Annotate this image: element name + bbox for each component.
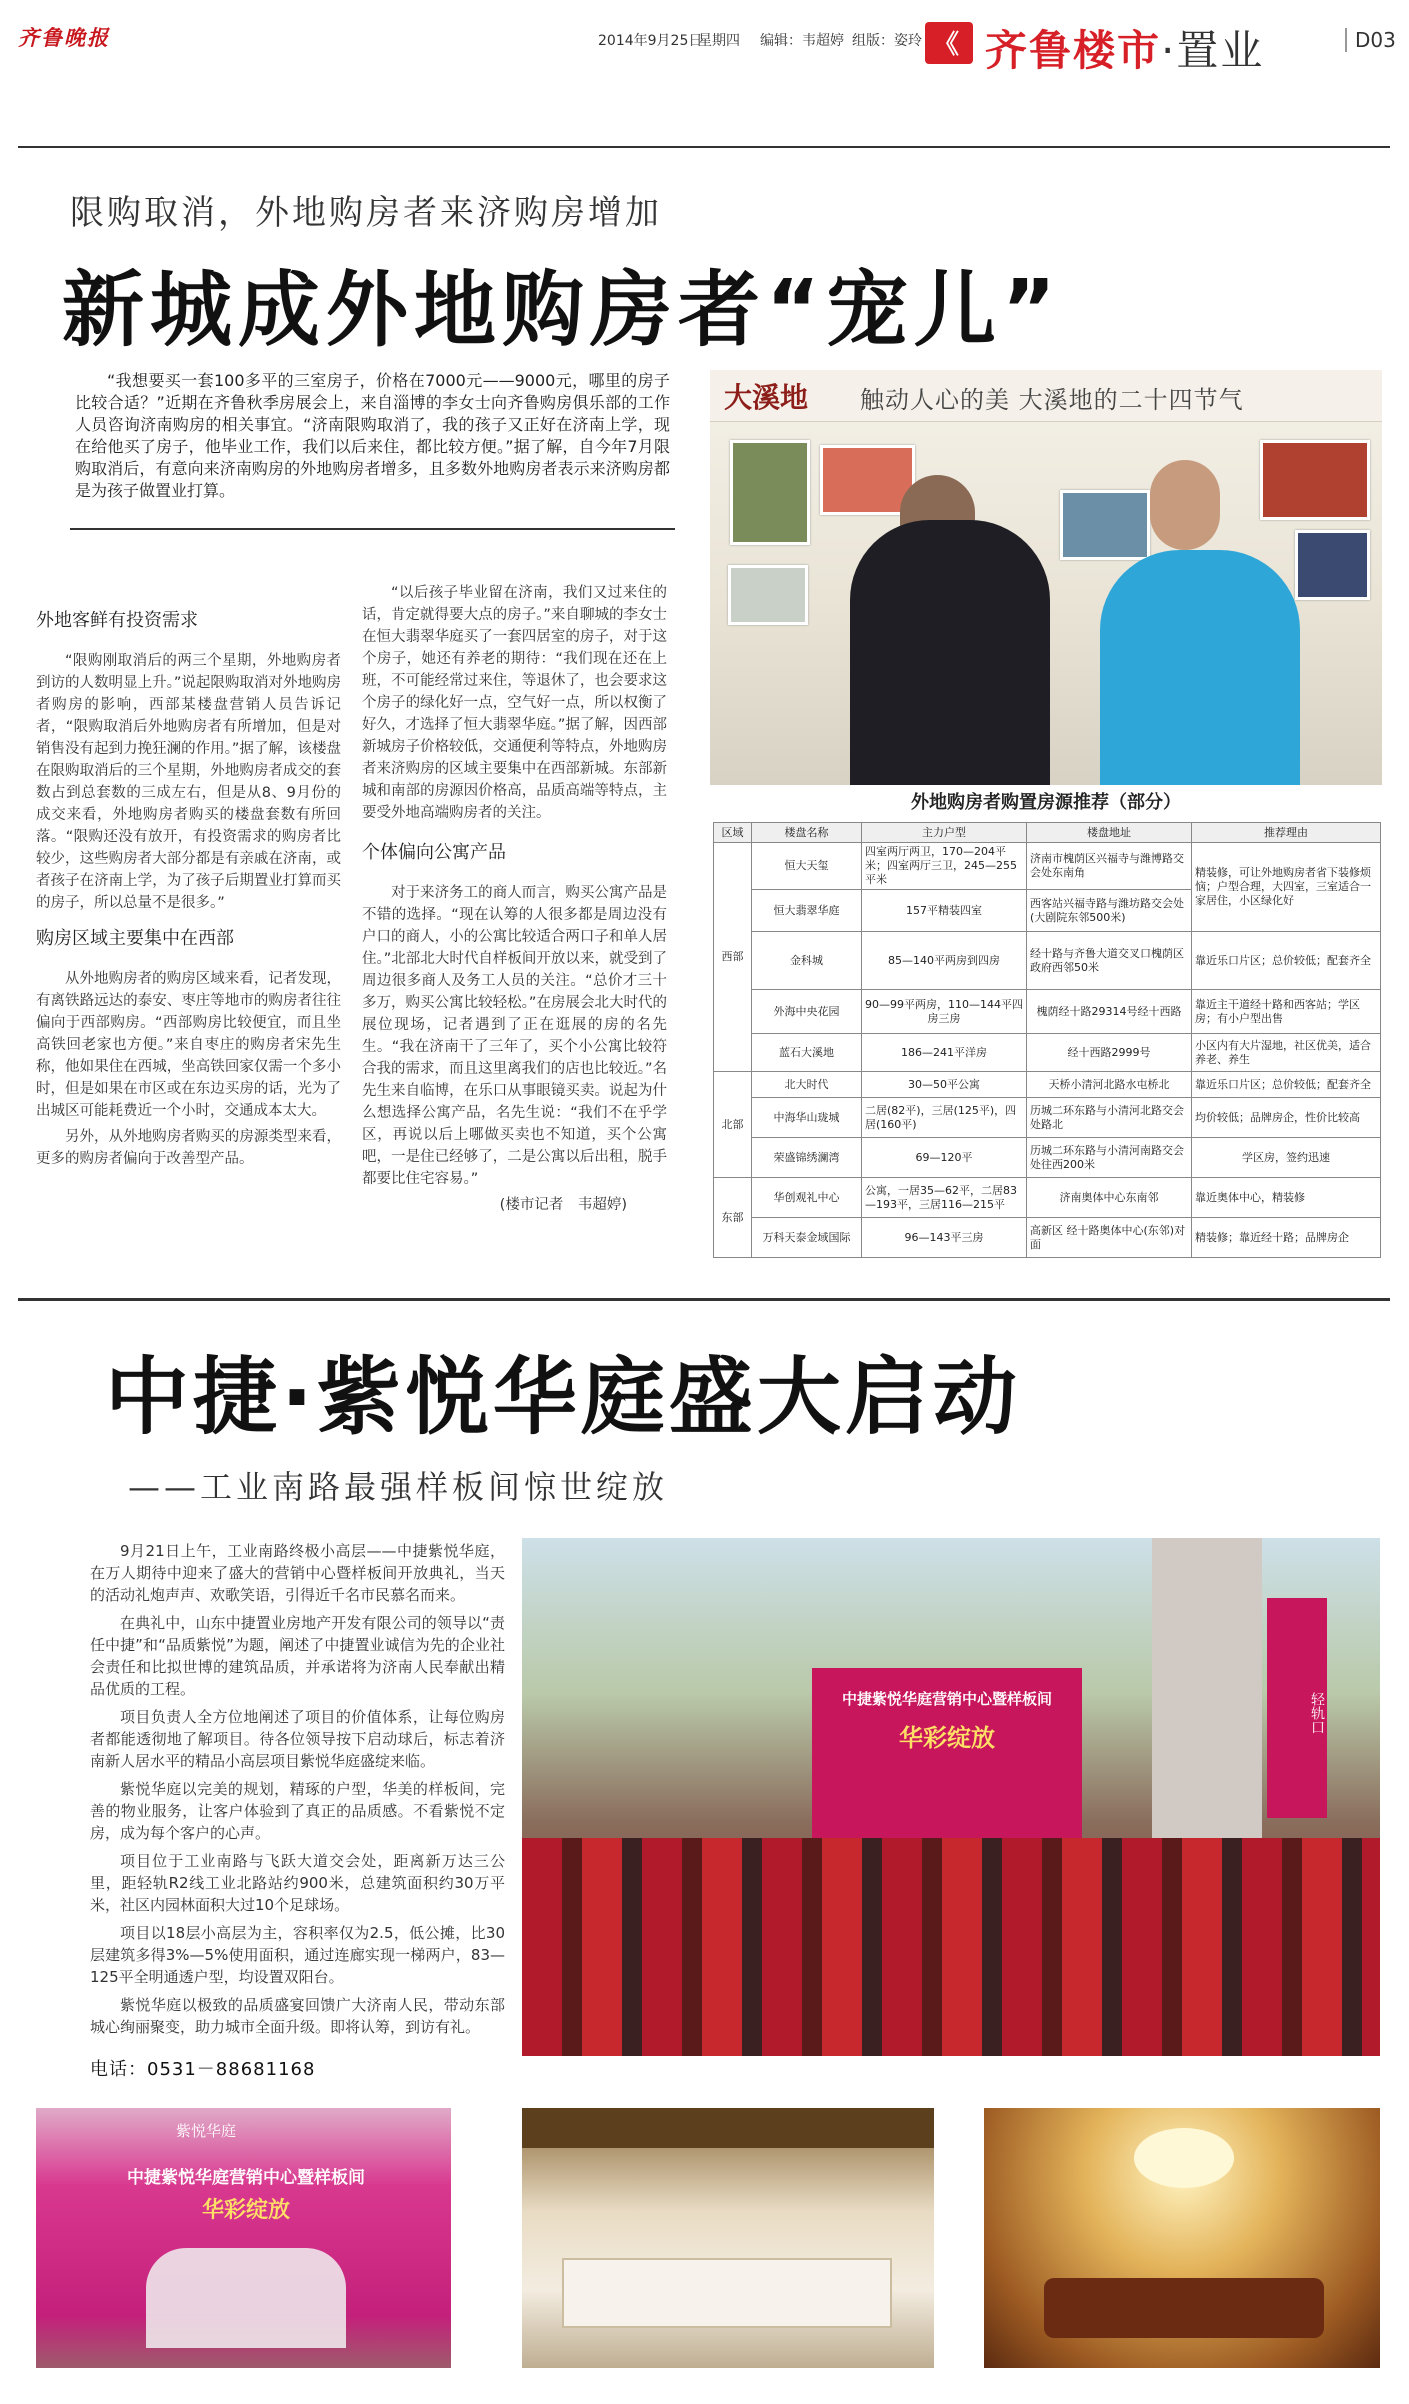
listing-table: [713, 822, 1381, 1258]
quote-logo-icon: 《: [925, 22, 973, 64]
table-cell: 均价较低；品牌房企，性价比较高: [1192, 1098, 1381, 1138]
section-heading: 购房区域主要集中在西部: [36, 928, 234, 949]
table-header-row: [714, 823, 1381, 843]
table-cell: 槐荫经十路29314号经十西路: [1027, 990, 1192, 1034]
paragraph: 紫悦华庭以极致的品质盛宴回馈广大济南人民，带动东部城心绚丽聚变，助力城市全面升级。即将认筹，到访有礼。: [90, 1996, 505, 2036]
dining-room-photo: [984, 2108, 1380, 2368]
issue-weekday: 星期四: [698, 33, 740, 49]
ceremony-photo: [522, 1538, 1380, 2056]
display-picture: [1295, 530, 1370, 600]
stage-title: 中捷紫悦华庭营销中心暨样板间: [841, 1690, 1052, 1708]
table-header: 推荐理由: [1192, 823, 1381, 843]
region-cell: 西部: [714, 843, 752, 1072]
backdrop-slogan: 华彩绽放: [201, 2198, 290, 2223]
table-cell: 30—50平公寓: [862, 1072, 1027, 1098]
article1-column-2: [362, 582, 667, 1216]
table-cell: 96—143平三房: [862, 1218, 1027, 1258]
display-picture: [1260, 440, 1370, 520]
stage-backdrop: [812, 1668, 1082, 1838]
table-cell: 历城二环东路与小清河北路交会处路北: [1027, 1098, 1192, 1138]
exhibition-photo: [710, 370, 1382, 785]
article1-subtitle: 限购取消，外地购房者来济购房增加: [70, 193, 662, 233]
table-cell: 靠近乐口片区；总价较低；配套齐全: [1192, 932, 1381, 990]
table-cell: 高新区 经十路奥体中心(东邻)对面: [1027, 1218, 1192, 1258]
table-cell: 荣盛锦绣澜湾: [752, 1138, 862, 1178]
paragraph: 从外地购房者的购房区域来看，记者发现，有离铁路远达的泰安、枣庄等地市的购房者往往偏向于西部购房。“西部购房比较便宜，而且坐高铁回老家也方便。”来自枣庄的购房者宋先生称，他如果住在西城，坐高铁回家仅需一个多小时，但是如果在市区或在东边买房的话，光为了出城区可能耗费近一个小时，交通成本太大。: [36, 971, 341, 1119]
table-cell: 金科城: [752, 932, 862, 990]
paragraph: “以后孩子毕业留在济南，我们又过来住的话，肯定就得要大点的房子。”来自聊城的李女士在恒大翡翠华庭买了一套四居室的房子，对于这个房子，她还有养老的期待：“我们现在还在上班，不可能经常过来住，等退休了，也会要求这个房子的绿化好一点，空气好一点，所以权衡了好久，才选择了恒大翡翠华庭。”据了解，因西部新城房子价格较低，交通便利等特点，外地购房者来济购房的区域主要集中在西部新城。东部新城和南部的房源因价格高，品质高端等特点，主要受外地高端购房者的关注。: [362, 585, 667, 821]
photo-caption: 外地购房者购置房源推荐（部分）: [911, 792, 1181, 813]
table-cell: 靠近乐口片区；总价较低；配套齐全: [1192, 1072, 1381, 1098]
page-number: D03: [1345, 28, 1396, 52]
table-cell: 北大时代: [752, 1072, 862, 1098]
table-row: [714, 990, 1381, 1034]
table-cell: 公寓，一居35—62平，二居83—193平，三居116—215平: [862, 1178, 1027, 1218]
table-cell: 历城二环东路与小清河南路交会处往西200米: [1027, 1138, 1192, 1178]
section-title: 齐鲁楼市·置业: [985, 26, 1265, 75]
table-cell: 靠近奥体中心，精装修: [1192, 1178, 1381, 1218]
table-cell: 华创观礼中心: [752, 1178, 862, 1218]
table-cell: 学区房，签约迅速: [1192, 1138, 1381, 1178]
visitor-head: [1150, 460, 1220, 550]
table-cell: 经十路与齐鲁大道交叉口槐荫区政府西邻50米: [1027, 932, 1192, 990]
table-header: 主力户型: [862, 823, 1027, 843]
paragraph: “限购刚取消后的两三个星期，外地购房者到访的人数明显上升。”说起限购取消对外地购房者购房的影响，西部某楼盘营销人员告诉记者，“限购取消后外地购房者有所增加，但是对销售没有起到力挽狂澜的作用。”据了解，该楼盘在限购取消后的三个星期，外地购房者成交的套数占到总套数的三成左右，但是从8、9月份的成交来看，外地购房者购买的楼盘套数有所回落。“限购还没有放开，有投资需求的购房者比较少，这些购房者大部分都是有亲戚在济南，或者孩子在济南上学，为了孩子后期置业打算而买的房子，所以总量不是很多。”: [36, 653, 341, 911]
table-cell: 精装修；靠近经十路；品牌房企: [1192, 1218, 1381, 1258]
contact-phone: 电话：0531－88681168: [90, 2059, 316, 2080]
paragraph: 项目位于工业南路与飞跃大道交会处，距离新万达三公里，距轻轨R2线工业北路站约900米，总建筑面积约30万平米，社区内园林面积大过10个足球场。: [90, 1852, 505, 1914]
table-cell: 157平精装四室: [862, 890, 1027, 932]
table-cell: 济南奥体中心东南邻: [1027, 1178, 1192, 1218]
table-header: 区域: [714, 823, 752, 843]
officials-group: [146, 2248, 346, 2348]
table-cell: 靠近主干道经十路和西客站；学区房；有小户型出售: [1192, 990, 1381, 1034]
paragraph: 在典礼中，山东中捷置业房地产开发有限公司的领导以“责任中捷”和“品质紫悦”为题，阐述了中捷置业诚信为先的企业社会责任和比拟世博的建筑品质，并承诺将为济南人民奉献出精品优质的工程。: [90, 1614, 505, 1698]
stage-slogan: 华彩绽放: [899, 1724, 995, 1752]
table-header: 楼盘地址: [1027, 823, 1192, 843]
byline: (楼市记者 韦超婷): [499, 1197, 627, 1213]
chandelier: [1134, 2128, 1234, 2188]
table-cell: 69—120平: [862, 1138, 1027, 1178]
table-row: [714, 843, 1381, 890]
sofa: [562, 2258, 892, 2328]
section-divider: [18, 1298, 1390, 1301]
editor-credit: 编辑：韦超婷: [760, 33, 844, 49]
display-picture: [1060, 490, 1150, 560]
masthead: 齐鲁晚报: [18, 25, 110, 50]
table-cell: 85—140平两房到四房: [862, 932, 1027, 990]
region-cell: 北部: [714, 1072, 752, 1178]
table-row: [714, 1178, 1381, 1218]
brand-logo: 大溪地: [724, 381, 809, 414]
issue-date: 2014年9月25日: [598, 33, 703, 49]
region-cell: 东部: [714, 1178, 752, 1258]
table-row: [714, 1138, 1381, 1178]
banner-slogan: 触动人心的美 大溪地的二十四节气: [860, 386, 1244, 414]
ceiling: [522, 2108, 934, 2148]
audience-crowd: [522, 1838, 1380, 2056]
station-sign: 轻轨口: [1267, 1598, 1327, 1818]
table-cell: 二居(82平)，三居(125平)，四居(160平): [862, 1098, 1027, 1138]
header-rule: [18, 146, 1390, 148]
article1-lead: “我想要买一套100多平的三室房子，价格在7000元——9000元，哪里的房子比较合适？”近期在齐鲁秋季房展会上，来自淄博的李女士向齐鲁购房俱乐部的工作人员咨询济南购房的相关事宜。“济南限购取消了，我的孩子又正好在济南上学，现在给他买了房子，他毕业工作，我们以后来住，都比较方便。”据了解，自今年7月限购取消后，有意向来济南购房的外地购房者增多，且多数外地购房者表示来济购房都是为孩子做置业打算。: [75, 371, 670, 500]
paragraph: 项目负责人全方位地阐述了项目的价值体系，让每位购房者都能透彻地了解项目。待各位领导按下启动球后，标志着济南新人居水平的精品小高层项目紫悦华庭盛绽来临。: [90, 1708, 505, 1770]
article1-title: 新城成外地购房者“宠儿”: [62, 263, 1062, 358]
paragraph: 对于来济务工的商人而言，购买公寓产品是不错的选择。“现在认筹的人很多都是周边没有户口的商人，小的公寓比较适合两口子和单人居住。”北部北大时代自样板间开放以来，就受到了周边很多商人及务工人员的关注。“总价才三十多万，购买公寓比较轻松。”在房展会北大时代的展位现场，记者遇到了正在逛展的房的名先生。“我在济南干了三年了，买个小公寓比较符合我的需求，而且这里离我们的店也比较近。”名先生来自临博，在乐口从事眼镜买卖。说起为什么想选择公寓产品，名先生说：“我们不在乎学区，再说以后上哪做买卖也不知道，买个公寓吧，一是住已经够了，二是公寓以后出租，脱手都要比住宅容易。”: [362, 885, 667, 1187]
paragraph: 9月21日上午，工业南路终极小高层——中捷紫悦华庭，在万人期待中迎来了盛大的营销中心暨样板间开放典礼，当天的活动礼炮声声、欢歌笑语，引得近千名市民慕名而来。: [90, 1542, 505, 1604]
table-row: [714, 1218, 1381, 1258]
section-heading: 外地客鲜有投资需求: [36, 610, 198, 631]
table-cell: 小区内有大片湿地，社区优美，适合养老、养生: [1192, 1034, 1381, 1072]
table-cell: 经十西路2999号: [1027, 1034, 1192, 1072]
table-cell: 恒大天玺: [752, 843, 862, 890]
display-picture: [730, 440, 810, 545]
table-cell: 济南市槐荫区兴福寺与潍博路交会处东南角: [1027, 843, 1192, 890]
table-cell: 中海华山珑城: [752, 1098, 862, 1138]
table-row: [714, 1098, 1381, 1138]
table-cell: 天桥小清河北路水屯桥北: [1027, 1072, 1192, 1098]
table-cell: 90—99平两房，110—144平四房三房: [862, 990, 1027, 1034]
paragraph: 另外，从外地购房者购买的房源类型来看，更多的购房者偏向于改善型产品。: [36, 1129, 341, 1167]
article2-title: 中捷·紫悦华庭盛大启动: [105, 1348, 1021, 1446]
table-cell: 精装修，可让外地购房者省下装修烦恼；户型合理，大四室，三室适合一家居住，小区绿化好: [1192, 843, 1381, 932]
table-cell: 外海中央花园: [752, 990, 862, 1034]
visitor-figure: [850, 520, 1050, 785]
table-cell: 蓝石大溪地: [752, 1034, 862, 1072]
living-room-photo: [522, 2108, 934, 2368]
table-cell: 186—241平洋房: [862, 1034, 1027, 1072]
article2-subtitle: ——工业南路最强样板间惊世绽放: [128, 1468, 669, 1506]
table-cell: 西客站兴福寺路与潍坊路交会处(大剧院东邻500米): [1027, 890, 1192, 932]
designer-credit: 组版：姿玲: [852, 33, 922, 49]
photo-banner: [710, 370, 1382, 422]
table-row: [714, 932, 1381, 990]
article1-column-1: [36, 600, 341, 1174]
section-heading: 个体偏向公寓产品: [362, 842, 506, 863]
table-cell: 恒大翡翠华庭: [752, 890, 862, 932]
paragraph: 紫悦华庭以完美的规划，精琢的户型，华美的样板间，完善的物业服务，让客户体验到了真正的品质感。不看紫悦不定房，成为每个客户的心声。: [90, 1780, 505, 1842]
dining-table: [1044, 2278, 1324, 2338]
table-cell: 万科天泰金域国际: [752, 1218, 862, 1258]
paragraph: 项目以18层小高层为主，容积率仅为2.5，低公摊，比30层建筑多得3%—5%使用面积，通过连廊实现一梯两户，83—125平全明通透户型，均设置双阳台。: [90, 1924, 505, 1986]
table-header: 楼盘名称: [752, 823, 862, 843]
backdrop-title: 中捷紫悦华庭营销中心暨样板间: [127, 2168, 365, 2188]
table-cell: 四室两厅两卫，170—204平米；四室两厅三卫，245—255平米: [862, 843, 1027, 890]
brand-logo: 紫悦华庭: [176, 2122, 237, 2140]
display-picture: [728, 565, 808, 625]
visitor-figure: [1100, 550, 1300, 785]
launch-ceremony-photo: [36, 2108, 451, 2368]
table-row: [714, 1072, 1381, 1098]
article2-body: [90, 1540, 505, 2044]
table-row: [714, 1034, 1381, 1072]
